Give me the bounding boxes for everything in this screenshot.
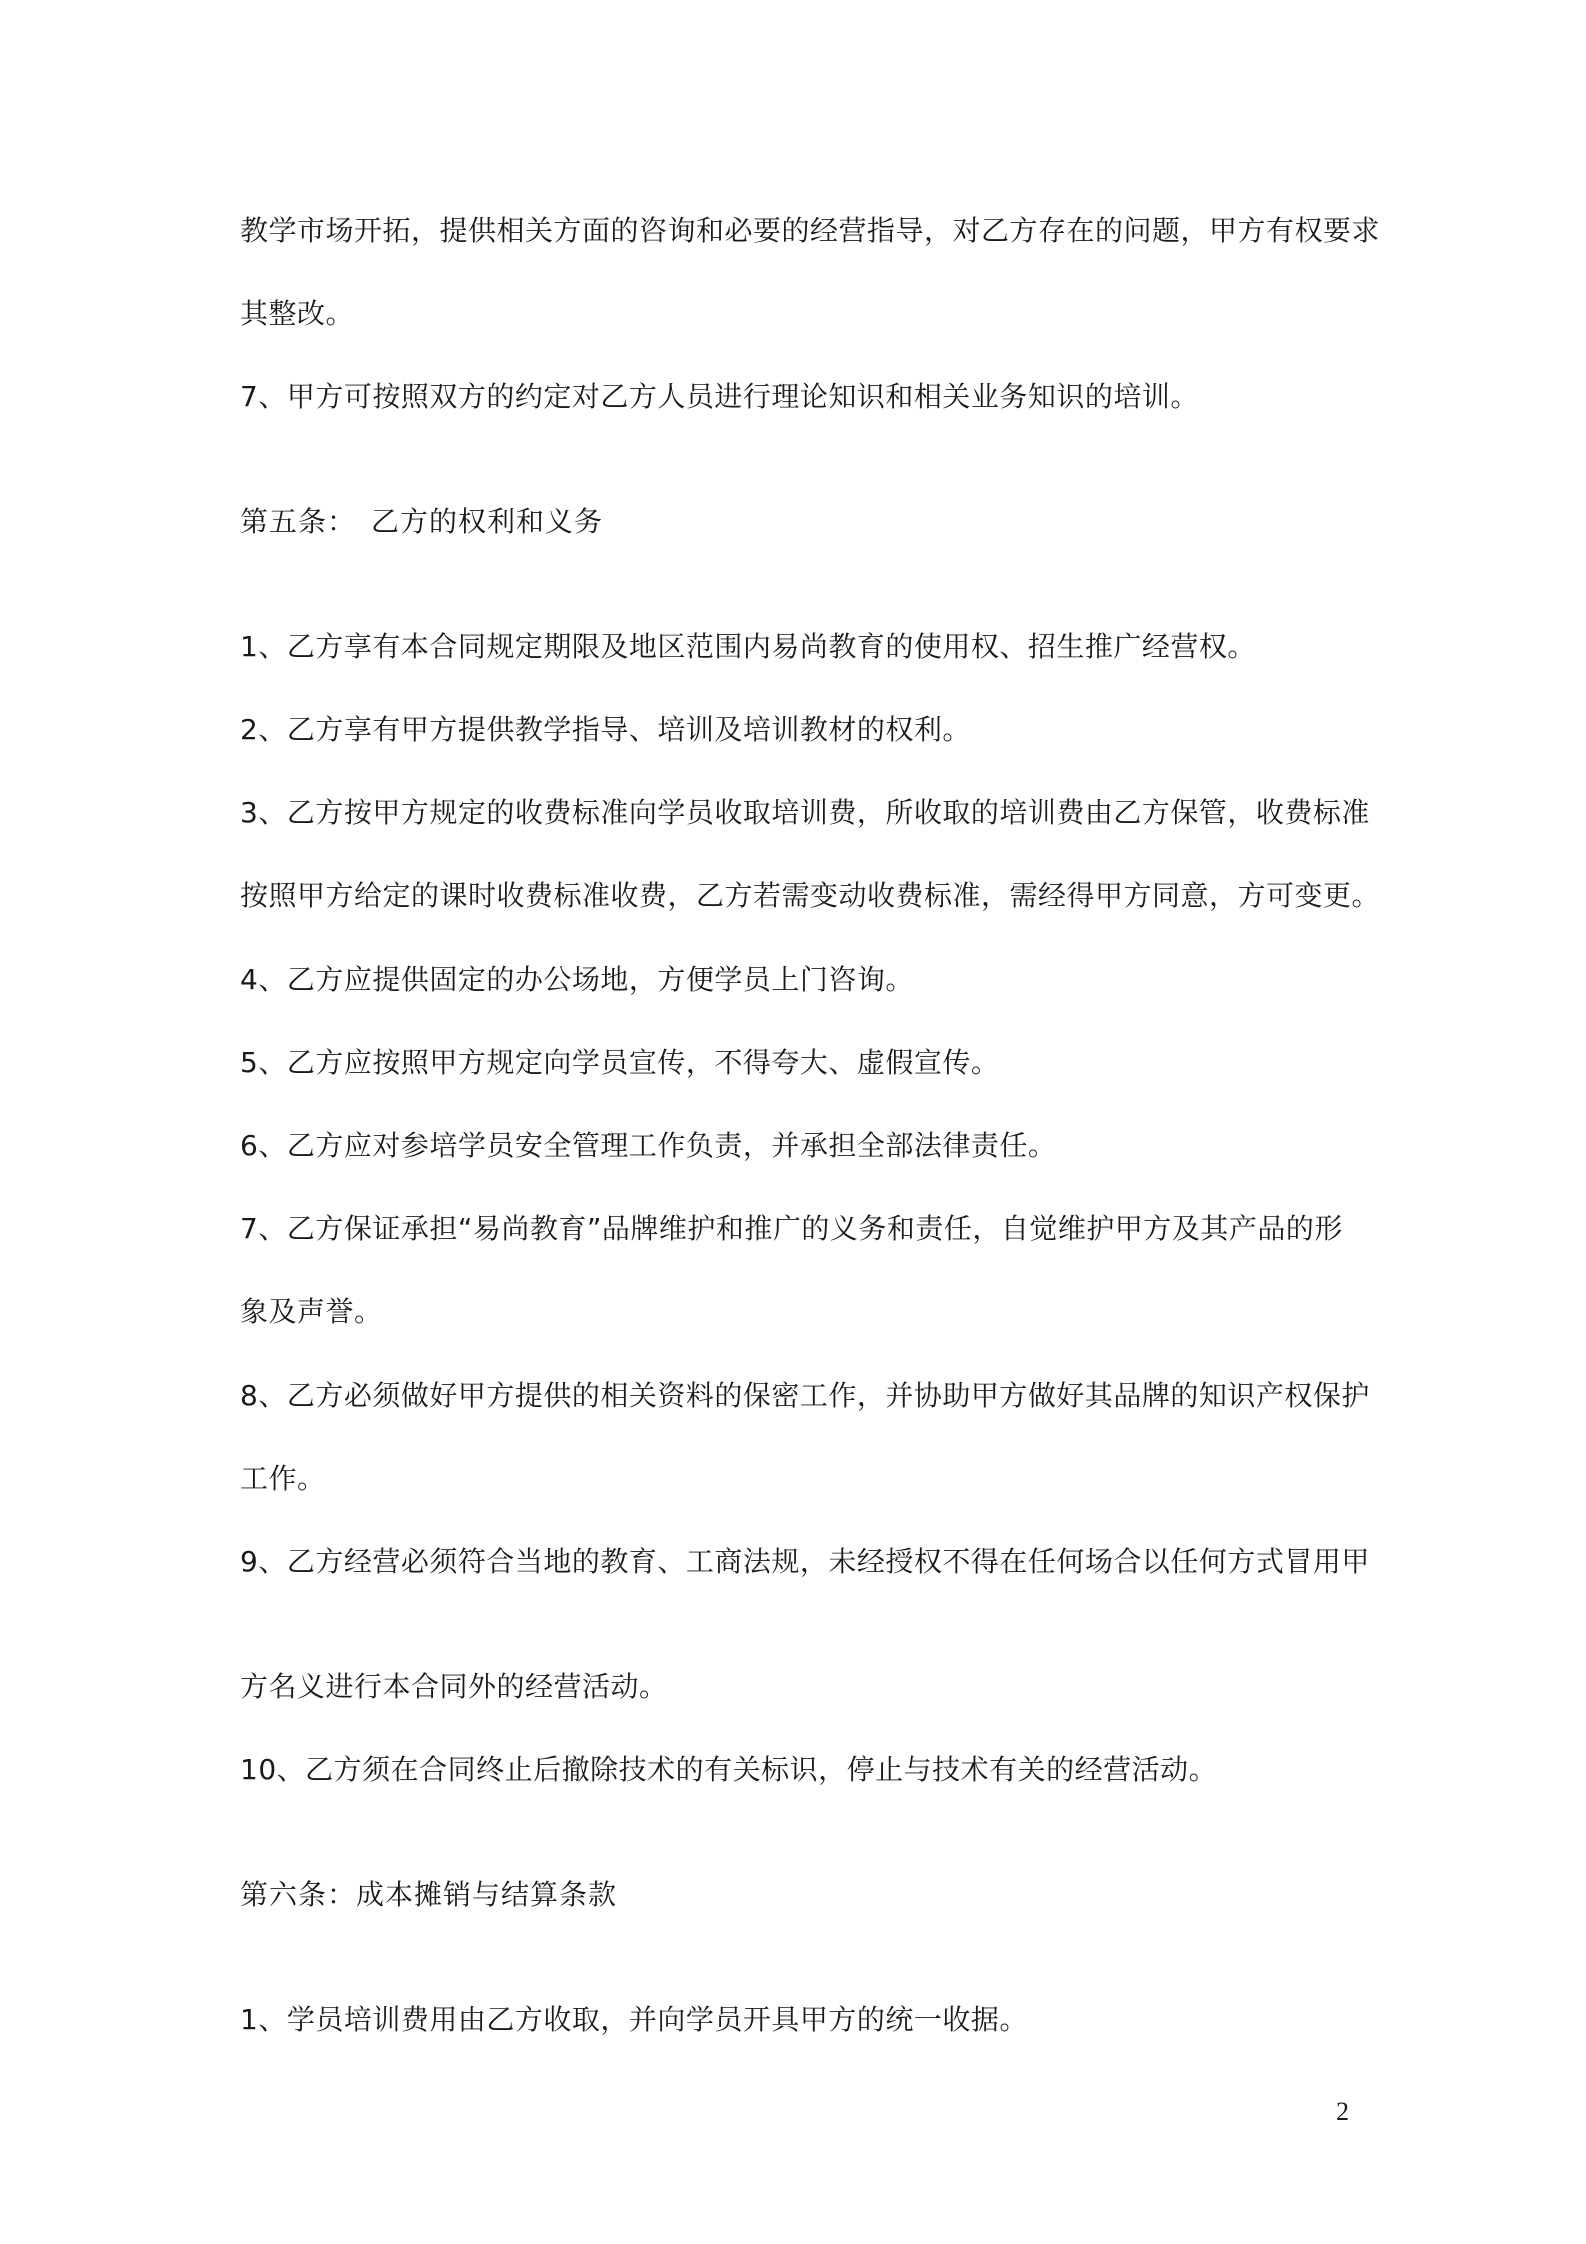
- clause-line: 2、乙方享有甲方提供教学指导、培训及培训教材的权利。: [240, 713, 971, 746]
- clause-line: 3、乙方按甲方规定的收费标准向学员收取培训费，所收取的培训费由乙方保管，收费标准: [240, 796, 1370, 829]
- paragraph-line: 7、甲方可按照双方的约定对乙方人员进行理论知识和相关业务知识的培训。: [240, 380, 1199, 413]
- clause-line: 按照甲方给定的课时收费标准收费，乙方若需变动收费标准，需经得甲方同意，方可变更。: [240, 879, 1381, 912]
- clause-line: 6、乙方应对参培学员安全管理工作负责，并承担全部法律责任。: [240, 1129, 1057, 1162]
- clause-line: 5、乙方应按照甲方规定向学员宣传，不得夸大、虚假宣传。: [240, 1046, 1000, 1079]
- clause-line: 8、乙方必须做好甲方提供的相关资料的保密工作，并协助甲方做好其品牌的知识产权保护: [240, 1379, 1370, 1412]
- clause-line: 4、乙方应提供固定的办公场地，方便学员上门咨询。: [240, 963, 914, 996]
- clause-line: 方名义进行本合同外的经营活动。: [240, 1670, 668, 1703]
- section-heading-5: 第五条： 乙方的权利和义务: [240, 505, 604, 538]
- clause-line: 象及声誉。: [240, 1295, 383, 1328]
- clause-line: 1、学员培训费用由乙方收取，并向学员开具甲方的统一收据。: [240, 2003, 1028, 2036]
- clause-line: 工作。: [240, 1462, 326, 1495]
- page-number: 2: [1336, 2097, 1349, 2126]
- paragraph-line: 其整改。: [240, 297, 355, 330]
- clause-line: 1、乙方享有本合同规定期限及地区范围内易尚教育的使用权、招生推广经营权。: [240, 630, 1256, 663]
- paragraph-line: 教学市场开拓，提供相关方面的咨询和必要的经营指导，对乙方存在的问题，甲方有权要求: [240, 214, 1381, 247]
- section-heading-6: 第六条：成本摊销与结算条款: [240, 1878, 618, 1911]
- clause-line: 10、乙方须在合同终止后撤除技术的有关标识，停止与技术有关的经营活动。: [240, 1753, 1218, 1786]
- clause-line: 9、乙方经营必须符合当地的教育、工商法规，未经授权不得在任何场合以任何方式冒用甲: [240, 1545, 1370, 1578]
- clause-line: 7、乙方保证承担“易尚教育”品牌维护和推广的义务和责任，自觉维护甲方及其产品的形: [240, 1212, 1343, 1245]
